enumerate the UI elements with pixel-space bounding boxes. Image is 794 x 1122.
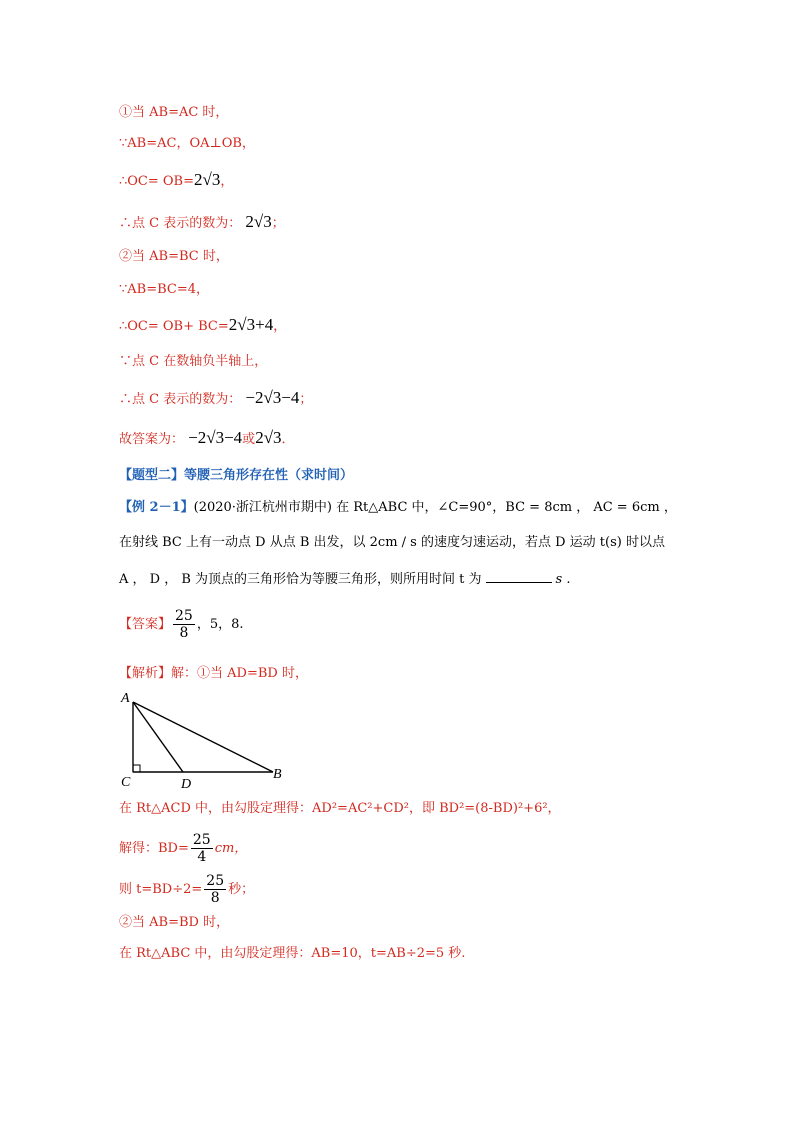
example-line-3: A ， D ， B 为顶点的三角形恰为等腰三角形，则所用时间 t 为 s .	[119, 572, 571, 587]
answer-blank	[486, 570, 552, 583]
solution-line-3: ∴OC= OB=2√3，	[119, 170, 234, 189]
solution-line-9: ∴点 C 表示的数为： −2√3−4；	[119, 388, 313, 407]
math-expression: 2√3	[255, 428, 282, 447]
right-angle-mark	[133, 765, 140, 772]
triangle-figure	[115, 690, 290, 790]
label-b: B	[273, 767, 282, 782]
solution-line-8: ∵点 C 在数轴负半轴上，	[119, 354, 268, 369]
solution-line-4: ∴点 C 表示的数为： 2√3；	[119, 212, 285, 231]
label-d: D	[181, 777, 192, 790]
analysis-line: 【解析】解：①当 AD=BD 时，	[119, 666, 308, 681]
solution-line-1: ①当 AB=AC 时，	[119, 105, 229, 120]
section-heading: 【题型二】等腰三角形存在性（求时间）	[119, 468, 354, 483]
solution-step-1: 在 Rt△ACD 中，由勾股定理得：AD²=AC²+CD²，即 BD²=(8-BD)²+6²，	[119, 801, 561, 816]
example-line-2: 在射线 BC 上有一动点 D 从点 B 出发，以 2cm / s 的速度匀速运动，若点 D 运动 t(s) 时以点	[119, 535, 665, 550]
label-c: C	[121, 775, 131, 790]
solution-step-4: ②当 AB=BD 时，	[119, 915, 230, 930]
solution-step-2: 解得：BD= $\frac{25}{4}$ cm，	[119, 832, 248, 865]
side-ab	[133, 702, 273, 772]
solution-step-5: 在 Rt△ABC 中，由勾股定理得：AB=10，t=AB÷2=5 秒.	[119, 946, 466, 961]
solution-line-10: 故答案为： −2√3−4或2√3．	[119, 428, 295, 447]
t-fraction: $\frac{25}{8}$	[206, 873, 225, 906]
solution-line-6: ∵AB=BC=4，	[119, 282, 210, 297]
math-expression: 2√3+4	[228, 315, 274, 334]
math-expression: −2√3−4	[245, 388, 300, 407]
math-expression: 2√3	[194, 170, 221, 189]
example-tag: 【例 2－1】	[119, 500, 194, 515]
segment-ad	[133, 702, 183, 772]
answer-fraction: $\frac{25}{8}$	[175, 608, 193, 641]
answer-tag: 【答案】	[119, 617, 172, 632]
example-line-1: 【例 2－1】(2020·浙江杭州市期中) 在 Rt△ABC 中，∠C=90°，BC = 8cm ， AC = 6cm ，	[119, 500, 677, 515]
label-a: A	[121, 691, 130, 706]
math-expression: 2√3	[245, 212, 272, 231]
bd-fraction: $\frac{25}{4}$	[192, 832, 211, 865]
solution-step-3: 则 t=BD÷2= $\frac{25}{8}$ 秒；	[119, 873, 255, 906]
analysis-tag: 【解析】	[119, 666, 172, 681]
answer-line: 【答案】 $\frac{25}{8}$ ，5，8.	[119, 608, 244, 641]
solution-line-2: ∵AB=AC，OA⊥OB，	[119, 136, 255, 151]
solution-line-7: ∴OC= OB+ BC=2√3+4，	[119, 315, 287, 334]
math-expression: −2√3−4	[188, 428, 243, 447]
solution-line-5: ②当 AB=BC 时，	[119, 249, 229, 264]
